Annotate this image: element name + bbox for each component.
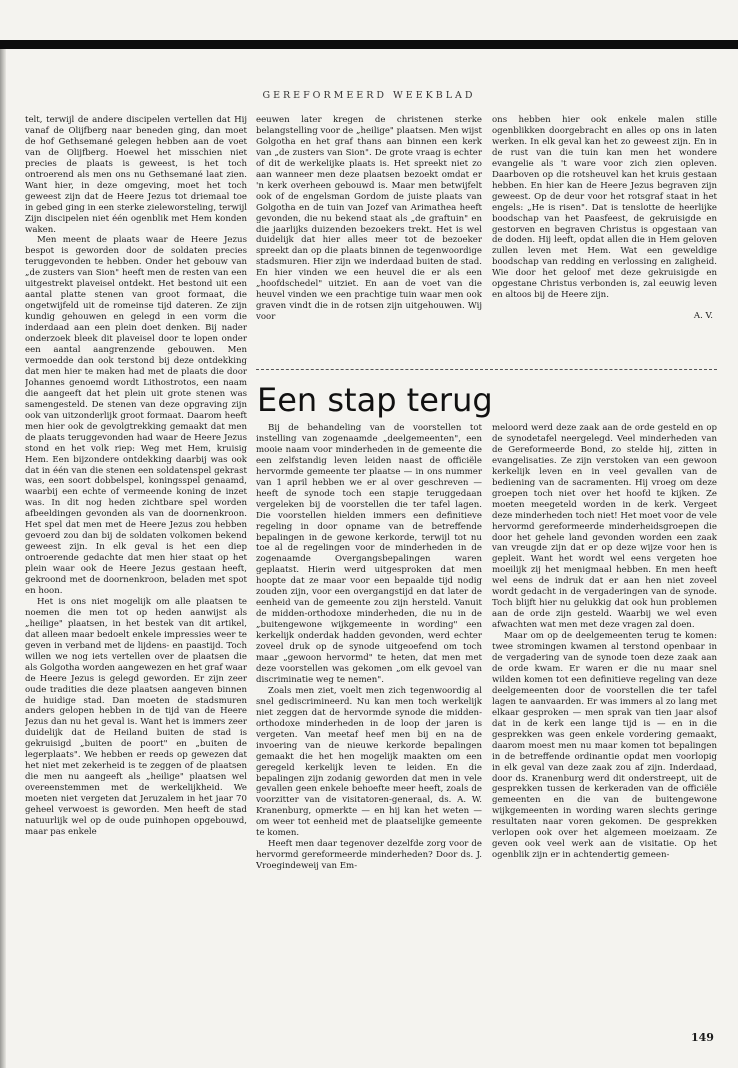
paragraph: Maar om op de deelgemeenten terug te komen: twee stromingen kwamen al terstond openbaar in de vergadering van de synode toen deze zaak aan de orde kwam. Er waren er die nu maar snel wilden komen tot een definitieve regeling van deze deelgemeenten door de voorstellen die ter tafel lagen te aanvaarden. Er was immers al zo lang met elkaar gesproken — men sprak van tien jaar alsof dat in de kerk een lange tijd is — en in die gesprekken was geen enkele vordering gemaakt, daarom moest men nu maar komen tot bepalingen in de betreffende ordinantie opdat men voorlopig in elk geval van deze zaak zou af zijn. Inderdaad, door ds. Kranenburg werd dit onderstreept, uit de gesprekken tussen de kerkeraden van de officiële gemeenten en die van de buitengewone wijkgemeenten in wording waren slechts geringe resultaten naar voren gekomen. De gesprekken verlopen ook over het algemeen moeizaam. Ze geven ook veel werk aan de visitatie. Op het ogenblik zijn er in achtendertig gemeen- [492,631,717,861]
author-signature: A. V. [693,311,713,322]
paragraph: Bij de behandeling van de voorstellen tot instelling van zogenaamde „deelgemeenten", een mooie naam voor minderheden in de gemeente die een zelfstandig leven leiden naast de officiële hervormde gemeente ter plaatse — in ons nummer van 1 april hebben we er al over geschreven — heeft de synode toch een stapje teruggedaan vergeleken bij de voorstellen die ter tafel lagen. Die voorstellen hielden immers een definitieve regeling in door opname van de betreffende bepalingen in de gewone kerkorde, terwijl tot nu toe al de regelingen voor de minderheden in de zogenaamde Overgangsbepalingen waren geplaatst. Hierin werd uitgesproken dat men hoopte dat ze maar voor een bepaalde tijd nodig zouden zijn, voor een overgangstijd en dat later de eenheid van de gemeente zou zijn hersteld. Vanuit de midden-orthodoxe minderheden, die nu in de „buitengewone wijkgemeente in wording" een kerkelijk onderdak hadden gevonden, werd echter zoveel druk op de synode uitgeoefend om toch maar „gewoon hervormd" te heten, dat men met deze voorstellen was gekomen „om elk gevoel van discriminatie weg te nemen". [256,423,482,685]
paragraph: Zoals men ziet, voelt men zich tegenwoordig al snel gediscrimineerd. Nu kan men toch werkelijk niet zeggen dat de hervormde synode die midden-orthodoxe minderheden in de loop der jaren is vergeten. Van meetaf heef men bij en na de invoering van de nieuwe kerkorde bepalingen gemaakt die het hen mogelijk maakten om een geregeld kerkelijk leven te leiden. En die bepalingen zijn zodanig geworden dat men in vele gevallen geen enkele behoefte meer heeft, zoals de voorzitter van de visitatoren-generaal, ds. A. W. Kranenburg, opmerkte — en hij kan het weten — om weer tot eenheid met de plaatselijke gemeente te komen. [256,685,482,839]
paragraph: Het is ons niet mogelijk om alle plaatsen te noemen die men tot op heden aanwijst als „heilige" plaatsen, in het bestek van dit artikel, dat alleen maar bedoelt enkele impressies weer te geven in verband met de lijdens- en paastijd. Toch willen we nog iets vertellen over de plaatsen die als Golgotha worden aangewezen en het graf waar de Heere Jezus is gelegd geworden. Er zijn zeer oude tradities die deze plaatsen aangeven binnen de huidige stad. Dan moeten de stadsmuren anders gelopen hebben in de tijd van de Heere Jezus dan nu het geval is. Want het is immers zeer duidelijk dat de Heiland buiten de stad is gekruisigd „buiten de poort" en „buiten de legerplaats". We hebben er reeds op gewezen dat het niet met zekerheid is te zeggen of de plaatsen die men nu aangeeft als „heilige" plaatsen wel overeenstemmen met de werkelijkheid. We moeten niet vergeten dat Jeruzalem in het jaar 70 geheel verwoest is geworden. Men heeft de stad natuurlijk wel op de oude puinhopen opgebouwd, maar pas enkele [25,596,247,837]
page-binding-edge [0,49,6,1068]
paragraph: eeuwen later kregen de christenen sterke belangstelling voor de „heilige" plaatsen. Men wijst Golgotha en het graf thans aan binnen een kerk van „de zusters van Sion". De grote vraag is echter of dit de werkelijke plaats is. Het spreekt niet zo aan wanneer men deze plaatsen bezoekt omdat er 'n kerk overheen gebouwd is. Maar men betwijfelt ook of de engelsman Gordom de juiste plaats van Golgotha en de tuin van Jozef van Arimathea heeft gevonden, die nu bekend staat als „de graftuin" en die jaarlijks duizenden bezoekers trekt. Het is wel duidelijk dat hier alles meer tot de bezoeker spreekt dan op die plaats binnen de tegenwoordige stadsmuren. Hier zijn we inderdaad buiten de stad. En hier vinden we een heuvel die er als een „hoofdschedel" uitziet. En aan de voet van die heuvel vinden we een prachtige tuin waar men ook graven vindt die in de rotsen zijn uitgehouwen. Wij voor [256,115,482,323]
paragraph: meloord werd deze zaak aan de orde gesteld en op de synodetafel neergelegd. Veel minderheden van de Gereformeerde Bond, zo stelde hij, zitten in evangelisaties. Ze zijn verstoken van een gewoon kerkelijk leven en in veel gevallen van de bediening van de sacramenten. Hij vroeg om deze groepen toch niet over het hoofd te kijken. Ze moeten meegeteld worden in de kerk. Vergeet deze minderheden toch niet! Het moet voor de vele hervormd gereformeerde minderheidsgroepen die door het gehele land gevonden worden een zaak van vreugde zijn dat er op deze wijze voor hen is gepleit. Want het wordt wel eens vergeten hoe moeilijk zij het menigmaal hebben. En men heeft wel eens de indruk dat er aan hen niet zoveel wordt gedacht in de vergaderingen van de synode. Toch blijft hier nu gelukkig dat ook hun problemen aan de orde zijn gesteld. Waarbij we wel even afwachten wat men met deze vragen zal doen. [492,423,717,631]
running-header: GEREFORMEERD WEEKBLAD [262,90,476,101]
article1-column-1 [25,115,247,1015]
paragraph: Heeft men daar tegenover dezelfde zorg voor de hervormd gereformeerde minderheden? Door ds. J. Vroegindeweij van Em- [256,839,482,872]
paragraph: Men meent de plaats waar de Heere Jezus bespot is geworden door de soldaten precies teruggevonden te hebben. Onder het gebouw van „de zusters van Sion" heeft men de resten van een uitgestrekt plaveisel ontdekt. Het bestond uit een aantal platte stenen van groot formaat, die ongetwijfeld uit de romeinse tijd dateren. Ze zijn kundig gehouwen en gelegd in een vorm die inderdaad aan een plein doet denken. Bij nader onderzoek bleek dit plaveisel door te lopen onder een aantal aangrenzende gebouwen. Men vermoedde dan ook terstond bij deze ontdekking dat men hier te maken had met de plaats die door Johannes genoemd wordt Lithostrotos, een naam die aangeeft dat het plein uit grote stenen was samengesteld. De stenen van deze opgraving zijn ook van uitzonderlijk groot formaat. Daarom heeft men hier ook de gevolgtrekking gemaakt dat men de plaats teruggevonden had waar de Heere Jezus stond en het volk riep: Weg met Hem, kruisig Hem. Een bijzondere ontdekking daarbij was ook dat in één van die stenen een soldatenspel gekrast was, een soort dobbelspel, koningsspel genaamd, waarbij een echte of vermeende koning de inzet was. In dit nog heden zichtbare spel worden afbeeldingen gevonden als van de doornenkroon. Het spel dat men met de Heere Jezus zou hebben gevoerd zou dan bij de soldaten volkomen bekend geweest zijn. In elk geval is het een diep ontroerende gedachte dat men hier staat op het plein waar ook de Heere Jezus gestaan heeft, gekroond met de doornenkroon, beladen met spot en hoon. [25,235,247,596]
article2-column-1 [256,423,482,1015]
article-title: Een stap terug [257,381,493,419]
article1-column-3 [492,115,717,362]
page-number: 149 [691,1031,714,1044]
section-divider [256,369,717,370]
article2-column-2 [492,423,717,1015]
top-black-bar [0,40,738,49]
paragraph: telt, terwijl de andere discipelen vertellen dat Hij vanaf de Olijfberg naar beneden ging, dan moet de hof Gethsemané gelegen hebben aan de voet van de Olijfberg. Hoewel het misschien niet precies de plaats is geweest, is het toch ontroerend als men ons nu Gethsemané laat zien. Want hier, in deze omgeving, moet het toch geweest zijn dat de Heere Jezus tot driemaal toe in gebed ging in een sterke zieleworsteling, terwijl Zijn discipelen niet één ogenblik met Hem konden waken. [25,115,247,235]
paragraph: ons hebben hier ook enkele malen stille ogenblikken doorgebracht en alles op ons in laten werken. In elk geval kan het zo geweest zijn. En in de rust van die tuin kan men het wondere evangelie als 't ware voor zich zien opleven. Daarboven op die rotsheuvel kan het kruis gestaan hebben. En hier kan de Heere Jezus begraven zijn geweest. Op de deur voor het rotsgraf staat in het engels: „He is risen". Dat is tenslotte de heerlijke boodschap van het Paasfeest, de gekruisigde en gestorven en begraven Christus is opgestaan van de doden. Hij leeft, opdat allen die in Hem geloven zullen leven met Hem. Wat een geweldige boodschap van redding en verlossing en zaligheid. Wie door het geloof met deze gekruisigde en opgestane Christus verbonden is, zal eeuwig leven en altoos bij de Heere zijn. [492,115,717,301]
article1-column-2 [256,115,482,362]
